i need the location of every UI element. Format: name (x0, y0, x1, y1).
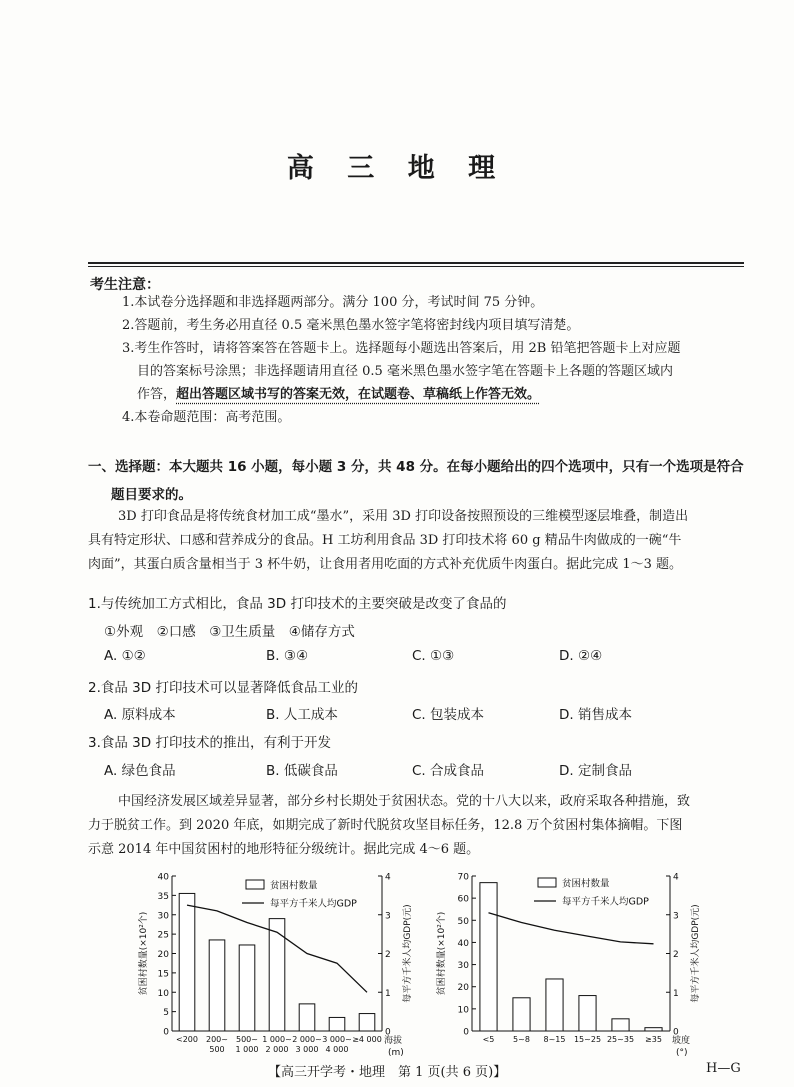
notice-item-3: 3.考生作答时，请将答案答在答题卡上。选择题每小题选出答案后，用 2B 铅笔把答题卡上对应题 (122, 341, 681, 356)
page-title: 高 三 地 理 (286, 153, 508, 184)
y-tick-label-left: 25 (157, 930, 169, 941)
q2-option-c: C. 包装成本 (412, 707, 485, 723)
notice-item-4: 4.本卷命题范围：高考范围。 (122, 410, 291, 425)
notice-item-3-line2: 目的答案标号涂黑；非选择题请用直径 0.5 毫米黑色墨水签字笔在答题卡上各题的答题区域内 (137, 364, 673, 379)
bar (329, 1017, 345, 1031)
bar (546, 979, 563, 1031)
y-tick-label-left: 0 (463, 1027, 469, 1038)
q2-option-d: D. 销售成本 (559, 707, 632, 723)
q1-stem: 1.与传统加工方式相比，食品 3D 打印技术的主要突破是改变了食品的 (88, 596, 507, 612)
divider-line-thin (88, 266, 744, 267)
slope-chart (420, 866, 710, 1058)
y-tick-label-left: 60 (457, 894, 469, 905)
y-tick-label-left: 0 (163, 1027, 169, 1038)
x-tick-label: 15~25 (573, 1035, 602, 1044)
q2-option-a: A. 原料成本 (104, 707, 176, 723)
y-tick-label-left: 40 (457, 938, 469, 949)
x-tick-label-cont: 2 000 (265, 1045, 289, 1054)
q3-stem: 3.食品 3D 打印技术的推出，有利于开发 (88, 735, 331, 751)
y-axis-label-left: 贫困村数量(×10²个) (139, 911, 149, 996)
y-tick-label-right: 2 (385, 950, 391, 960)
y-tick-label-left: 20 (157, 950, 169, 960)
y-tick-label-left: 35 (157, 891, 169, 902)
x-tick-label: 200~ (206, 1035, 228, 1044)
passage2-line1: 中国经济发展区域差异显著，部分乡村长期处于贫困状态。党的十八大以来，政府采取各种措施，致 (118, 794, 691, 809)
q2-stem: 2.食品 3D 打印技术可以显著降低食品工业的 (88, 680, 358, 696)
y-axis-label-left: 贫困村数量(×10²个) (437, 911, 447, 996)
x-tick-label: <200 (176, 1035, 198, 1044)
y-tick-label-right: 2 (673, 950, 679, 960)
x-tick-label: 5~8 (513, 1035, 530, 1044)
y-tick-label-left: 50 (457, 916, 469, 927)
y-tick-label-right: 4 (673, 872, 679, 883)
notice-heading: 考生注意： (90, 277, 160, 293)
bar (645, 1028, 662, 1031)
x-tick-label: 500~ (236, 1035, 258, 1044)
x-axis-unit: (m) (388, 1048, 404, 1058)
x-tick-label-cont: 1 000 (235, 1045, 259, 1054)
x-tick-label: ≥4 000 (352, 1035, 382, 1044)
y-tick-label-right: 4 (385, 872, 391, 883)
bar (359, 1014, 375, 1031)
q1-option-a: A. ①② (104, 648, 146, 664)
altitude-chart (120, 866, 420, 1058)
x-axis-label: 海拔 (384, 1036, 403, 1046)
bar (209, 940, 225, 1031)
section-heading-line2: 题目要求的。 (111, 487, 192, 503)
y-tick-label-left: 10 (457, 1005, 469, 1016)
passage2-line3: 示意 2014 年中国贫困村的地形特征分级统计。据此完成 4～6 题。 (88, 842, 480, 857)
divider-line (88, 262, 744, 264)
passage2-line2: 力于脱贫工作。到 2020 年底，如期完成了新时代脱贫攻坚目标任务，12.8 万个贫困村集体摘帽。下图 (88, 818, 683, 833)
y-tick-label-right: 0 (673, 1027, 679, 1038)
x-tick-label: <5 (482, 1035, 495, 1044)
q3-option-b: B. 低碳食品 (266, 763, 338, 779)
notice-item-1: 1.本试卷分选择题和非选择题两部分。满分 100 分，考试时间 75 分钟。 (122, 295, 544, 310)
y-tick-label-right: 3 (385, 911, 391, 922)
passage1-line1: 3D 打印食品是将传统食材加工成“墨水”，采用 3D 打印设备按照预设的三维模型逐层堆叠，制造出 (118, 509, 689, 524)
x-tick-label: 3 000~ (322, 1035, 352, 1044)
x-axis-label: 坡度 (672, 1036, 691, 1046)
x-tick-label: 1 000~ (262, 1035, 292, 1044)
x-axis-unit: (°) (676, 1048, 688, 1058)
bar (513, 998, 530, 1031)
notice-warning-bold: 超出答题区域书写的答案无效，在试题卷、草稿纸上作答无效。 (176, 387, 541, 402)
passage1-line2: 具有特定形状、口感和营养成分的食品。H 工坊利用食品 3D 打印技术将 60 g 精品牛肉做成的一碗“牛 (88, 533, 682, 548)
x-tick-label: 8~15 (543, 1035, 566, 1044)
legend-bar-label: 贫困村数量 (562, 878, 610, 890)
y-tick-label-left: 30 (457, 961, 469, 972)
bar (480, 883, 497, 1031)
y-tick-label-left: 30 (157, 911, 169, 922)
q3-option-d: D. 定制食品 (559, 763, 632, 779)
notice-item-2: 2.答题前，考生务必用直径 0.5 毫米黑色墨水签字笔将密封线内项目填写清楚。 (122, 318, 580, 333)
y-tick-label-right: 1 (385, 988, 391, 999)
legend-line-label: 每平方千米人均GDP (562, 896, 649, 908)
legend-bar-swatch (538, 878, 556, 887)
x-tick-label: 2 000~ (292, 1035, 322, 1044)
y-tick-label-left: 5 (163, 1008, 169, 1019)
x-tick-label-cont: 4 000 (325, 1045, 349, 1054)
q1-option-d: D. ②④ (559, 648, 603, 664)
bar (299, 1004, 315, 1031)
bar (239, 945, 255, 1031)
q1-choices: ①外观 ②口感 ③卫生质量 ④储存方式 (104, 624, 355, 640)
footer-page-info: 【高三开学考・地理 第 1 页(共 6 页)】 (268, 1065, 507, 1080)
footer-code: H—G (706, 1061, 741, 1076)
y-tick-label-left: 70 (457, 872, 469, 883)
section-heading-line1: 一、选择题：本大题共 16 小题，每小题 3 分，共 48 分。在每小题给出的四个选项中，只有一个选项是符合 (88, 459, 744, 475)
y-tick-label-left: 40 (157, 872, 169, 883)
y-tick-label-right: 1 (673, 988, 679, 999)
passage1-line3: 肉面”，其蛋白质含量相当于 3 杯牛奶，让食用者用吃面的方式补充优质牛肉蛋白。据此完成 1～3 题。 (88, 557, 682, 572)
notice-item-3-prefix: 作答， (137, 387, 177, 402)
q1-option-c: C. ①③ (412, 648, 455, 664)
y-axis-label-right: 每平方千米人均GDP(元) (691, 904, 701, 1003)
y-tick-label-left: 15 (157, 969, 169, 980)
gdp-line (489, 913, 654, 944)
x-tick-label-cont: 3 000 (295, 1045, 319, 1054)
q1-option-b: B. ③④ (266, 648, 309, 664)
q3-option-a: A. 绿色食品 (104, 763, 176, 779)
q2-option-b: B. 人工成本 (266, 707, 338, 723)
notice-item-3-line3 (137, 383, 540, 406)
legend-bar-label: 贫困村数量 (270, 880, 318, 892)
bar (179, 893, 195, 1031)
bar (612, 1019, 629, 1031)
y-axis-label-right: 每平方千米人均GDP(元) (403, 904, 413, 1003)
section-heading (88, 453, 744, 509)
x-tick-label-cont: 500 (209, 1045, 225, 1054)
y-tick-label-right: 3 (673, 911, 679, 922)
legend-bar-swatch (246, 880, 264, 889)
legend-line-label: 每平方千米人均GDP (270, 898, 357, 910)
y-tick-label-left: 20 (457, 983, 469, 994)
x-tick-label: ≥35 (645, 1035, 662, 1044)
bar (579, 996, 596, 1031)
y-tick-label-left: 10 (157, 988, 169, 999)
x-tick-label: 25~35 (606, 1035, 635, 1044)
q3-option-c: C. 合成食品 (412, 763, 485, 779)
y-tick-label-right: 0 (385, 1027, 391, 1038)
